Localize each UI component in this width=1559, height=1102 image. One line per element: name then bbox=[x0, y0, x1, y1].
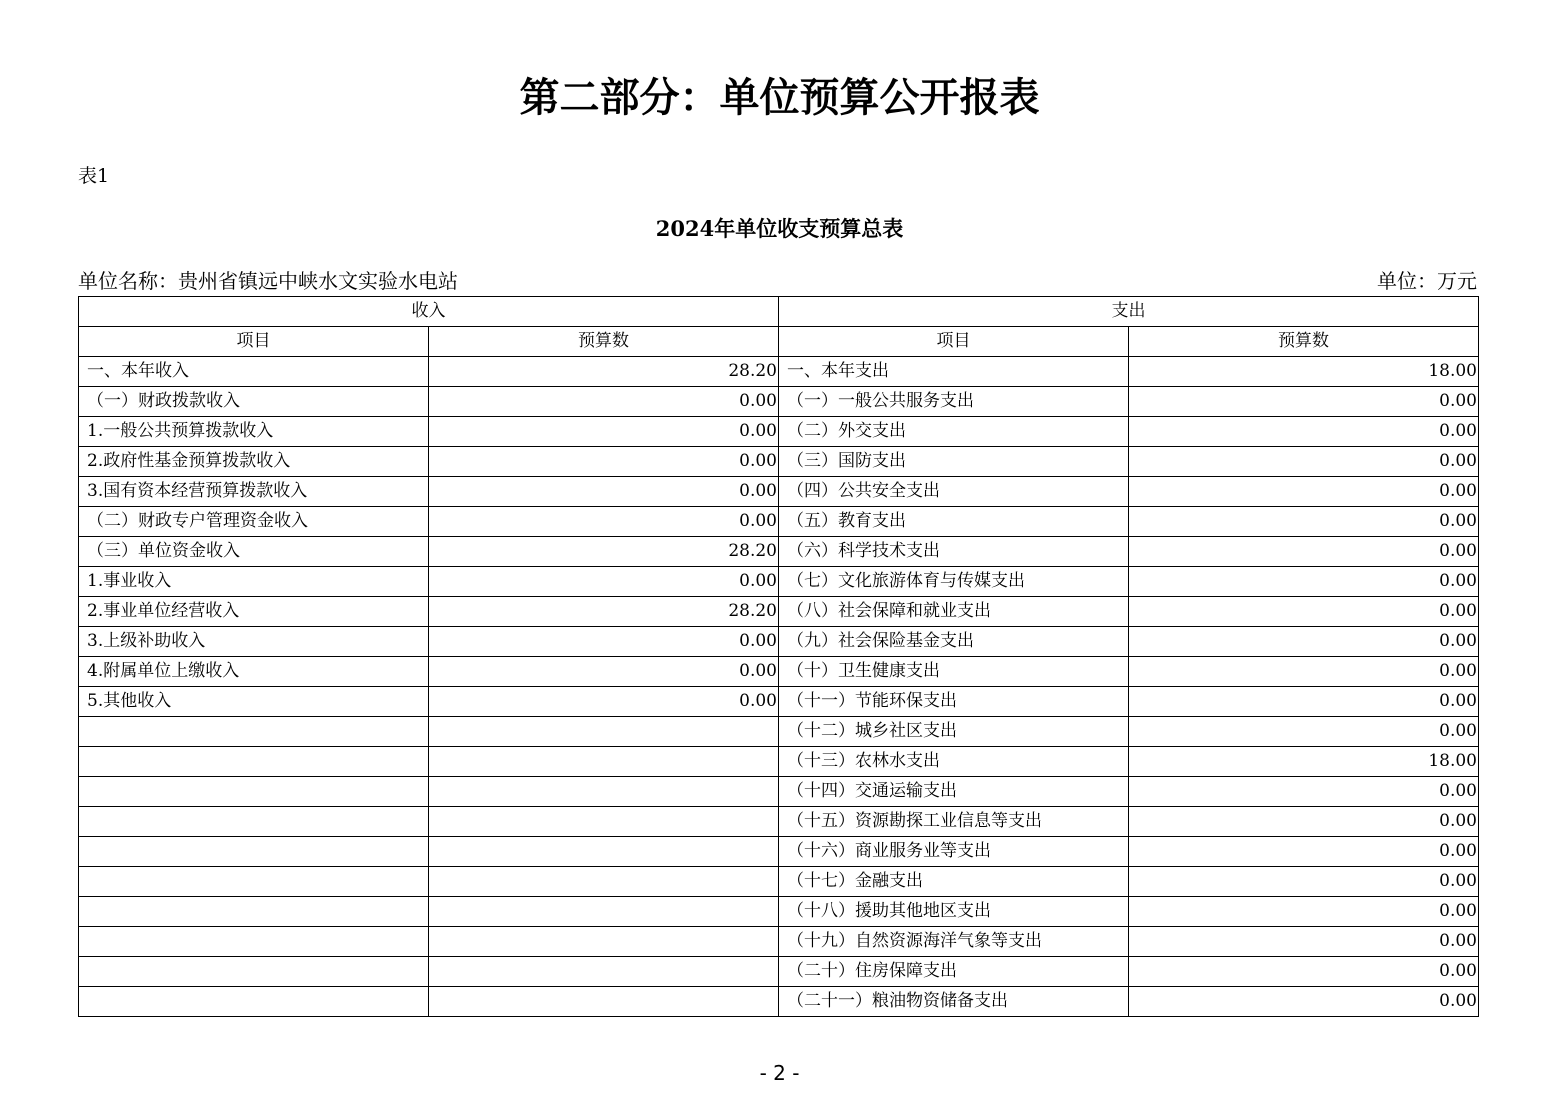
table-number: 表1 bbox=[78, 165, 110, 187]
expense-item-cell: （十一）节能环保支出 bbox=[779, 687, 1129, 717]
income-item-cell: （二）财政专户管理资金收入 bbox=[79, 507, 429, 537]
page-number: - 2 - bbox=[759, 1061, 800, 1085]
expense-amount-cell: 0.00 bbox=[1129, 807, 1479, 837]
expense-item-cell: （五）教育支出 bbox=[779, 507, 1129, 537]
income-item-cell bbox=[79, 867, 429, 897]
expense-amount-cell: 0.00 bbox=[1129, 717, 1479, 747]
expense-item-cell: （十）卫生健康支出 bbox=[779, 657, 1129, 687]
income-item-cell: 一、本年收入 bbox=[79, 357, 429, 387]
expense-item-cell: （六）科学技术支出 bbox=[779, 537, 1129, 567]
expense-item-cell: （十六）商业服务业等支出 bbox=[779, 837, 1129, 867]
column-header-income-amount: 预算数 bbox=[429, 327, 779, 357]
expense-amount-cell: 0.00 bbox=[1129, 777, 1479, 807]
income-item-cell: 3.国有资本经营预算拨款收入 bbox=[79, 477, 429, 507]
table-row bbox=[79, 717, 1479, 747]
income-item-cell bbox=[79, 957, 429, 987]
expense-amount-cell: 0.00 bbox=[1129, 927, 1479, 957]
expense-amount-cell: 18.00 bbox=[1129, 747, 1479, 777]
expense-item-cell: （四）公共安全支出 bbox=[779, 477, 1129, 507]
expense-amount-cell: 0.00 bbox=[1129, 387, 1479, 417]
expense-amount-cell: 0.00 bbox=[1129, 627, 1479, 657]
expense-item-cell: （二）外交支出 bbox=[779, 417, 1129, 447]
income-amount-cell bbox=[429, 867, 779, 897]
column-header-expense-amount: 预算数 bbox=[1129, 327, 1479, 357]
unit-info-line bbox=[78, 266, 1477, 296]
income-item-cell: 2.政府性基金预算拨款收入 bbox=[79, 447, 429, 477]
table-row bbox=[79, 537, 1479, 567]
expense-amount-cell: 0.00 bbox=[1129, 567, 1479, 597]
expense-header: 支出 bbox=[779, 297, 1479, 327]
income-amount-cell bbox=[429, 957, 779, 987]
income-item-cell: 3.上级补助收入 bbox=[79, 627, 429, 657]
expense-item-cell: （八）社会保障和就业支出 bbox=[779, 597, 1129, 627]
expense-item-cell: （七）文化旅游体育与传媒支出 bbox=[779, 567, 1129, 597]
expense-item-cell: （九）社会保险基金支出 bbox=[779, 627, 1129, 657]
table-row bbox=[79, 897, 1479, 927]
income-amount-cell bbox=[429, 837, 779, 867]
currency-unit: 单位：万元 bbox=[1377, 269, 1477, 293]
income-item-cell: （三）单位资金收入 bbox=[79, 537, 429, 567]
expense-amount-cell: 0.00 bbox=[1129, 837, 1479, 867]
income-item-cell: 1.一般公共预算拨款收入 bbox=[79, 417, 429, 447]
expense-amount-cell: 0.00 bbox=[1129, 507, 1479, 537]
income-item-cell bbox=[79, 717, 429, 747]
table-title: 2024年单位收支预算总表 bbox=[655, 216, 904, 241]
table-row bbox=[79, 387, 1479, 417]
expense-amount-cell: 0.00 bbox=[1129, 597, 1479, 627]
income-item-cell: 1.事业收入 bbox=[79, 567, 429, 597]
table-group-header-row bbox=[79, 297, 1479, 327]
table-row bbox=[79, 777, 1479, 807]
income-item-cell bbox=[79, 837, 429, 867]
expense-amount-cell: 0.00 bbox=[1129, 957, 1479, 987]
expense-item-cell: （十四）交通运输支出 bbox=[779, 777, 1129, 807]
organization-name: 单位名称：贵州省镇远中峡水文实验水电站 bbox=[78, 269, 458, 293]
income-amount-cell: 0.00 bbox=[429, 447, 779, 477]
page-title: 第二部分：单位预算公开报表 bbox=[519, 75, 1040, 121]
income-amount-cell: 0.00 bbox=[429, 627, 779, 657]
expense-amount-cell: 0.00 bbox=[1129, 657, 1479, 687]
income-amount-cell bbox=[429, 717, 779, 747]
expense-amount-cell: 0.00 bbox=[1129, 537, 1479, 567]
table-row bbox=[79, 447, 1479, 477]
expense-item-cell: （十二）城乡社区支出 bbox=[779, 717, 1129, 747]
expense-amount-cell: 0.00 bbox=[1129, 417, 1479, 447]
table-row bbox=[79, 507, 1479, 537]
expense-item-cell: （三）国防支出 bbox=[779, 447, 1129, 477]
expense-amount-cell: 0.00 bbox=[1129, 987, 1479, 1017]
income-amount-cell bbox=[429, 987, 779, 1017]
expense-item-cell: （十八）援助其他地区支出 bbox=[779, 897, 1129, 927]
table-row bbox=[79, 687, 1479, 717]
expense-item-cell: （十三）农林水支出 bbox=[779, 747, 1129, 777]
table-row bbox=[79, 657, 1479, 687]
expense-item-cell: （十五）资源勘探工业信息等支出 bbox=[779, 807, 1129, 837]
budget-table-body bbox=[79, 357, 1479, 1017]
expense-item-cell: （一）一般公共服务支出 bbox=[779, 387, 1129, 417]
income-amount-cell: 0.00 bbox=[429, 477, 779, 507]
income-item-cell bbox=[79, 747, 429, 777]
income-header: 收入 bbox=[79, 297, 779, 327]
income-item-cell bbox=[79, 897, 429, 927]
income-amount-cell: 0.00 bbox=[429, 417, 779, 447]
column-header-expense-item: 项目 bbox=[779, 327, 1129, 357]
income-item-cell bbox=[79, 807, 429, 837]
income-item-cell: 5.其他收入 bbox=[79, 687, 429, 717]
income-amount-cell: 0.00 bbox=[429, 507, 779, 537]
income-amount-cell: 28.20 bbox=[429, 537, 779, 567]
table-row bbox=[79, 357, 1479, 387]
income-amount-cell: 0.00 bbox=[429, 657, 779, 687]
income-amount-cell: 0.00 bbox=[429, 387, 779, 417]
expense-item-cell: （二十一）粮油物资储备支出 bbox=[779, 987, 1129, 1017]
income-item-cell: （一）财政拨款收入 bbox=[79, 387, 429, 417]
income-amount-cell bbox=[429, 807, 779, 837]
income-item-cell bbox=[79, 987, 429, 1017]
table-row bbox=[79, 867, 1479, 897]
table-row bbox=[79, 957, 1479, 987]
column-header-income-item: 项目 bbox=[79, 327, 429, 357]
income-amount-cell bbox=[429, 897, 779, 927]
expense-item-cell: （二十）住房保障支出 bbox=[779, 957, 1129, 987]
income-item-cell bbox=[79, 777, 429, 807]
expense-amount-cell: 0.00 bbox=[1129, 867, 1479, 897]
table-row bbox=[79, 477, 1479, 507]
income-amount-cell bbox=[429, 777, 779, 807]
income-amount-cell: 0.00 bbox=[429, 567, 779, 597]
table-row bbox=[79, 627, 1479, 657]
income-amount-cell bbox=[429, 747, 779, 777]
income-amount-cell: 0.00 bbox=[429, 687, 779, 717]
table-row bbox=[79, 597, 1479, 627]
table-row bbox=[79, 987, 1479, 1017]
expense-amount-cell: 0.00 bbox=[1129, 897, 1479, 927]
expense-item-cell: （十七）金融支出 bbox=[779, 867, 1129, 897]
income-item-cell: 2.事业单位经营收入 bbox=[79, 597, 429, 627]
income-amount-cell: 28.20 bbox=[429, 357, 779, 387]
table-column-header-row bbox=[79, 327, 1479, 357]
expense-amount-cell: 0.00 bbox=[1129, 687, 1479, 717]
table-row bbox=[79, 417, 1479, 447]
table-row bbox=[79, 837, 1479, 867]
expense-amount-cell: 18.00 bbox=[1129, 357, 1479, 387]
expense-item-cell: （十九）自然资源海洋气象等支出 bbox=[779, 927, 1129, 957]
table-row bbox=[79, 747, 1479, 777]
table-row bbox=[79, 807, 1479, 837]
expense-amount-cell: 0.00 bbox=[1129, 447, 1479, 477]
table-row bbox=[79, 927, 1479, 957]
income-amount-cell bbox=[429, 927, 779, 957]
expense-amount-cell: 0.00 bbox=[1129, 477, 1479, 507]
income-item-cell: 4.附属单位上缴收入 bbox=[79, 657, 429, 687]
income-amount-cell: 28.20 bbox=[429, 597, 779, 627]
budget-table bbox=[78, 296, 1479, 1017]
table-row bbox=[79, 567, 1479, 597]
expense-item-cell: 一、本年支出 bbox=[779, 357, 1129, 387]
income-item-cell bbox=[79, 927, 429, 957]
